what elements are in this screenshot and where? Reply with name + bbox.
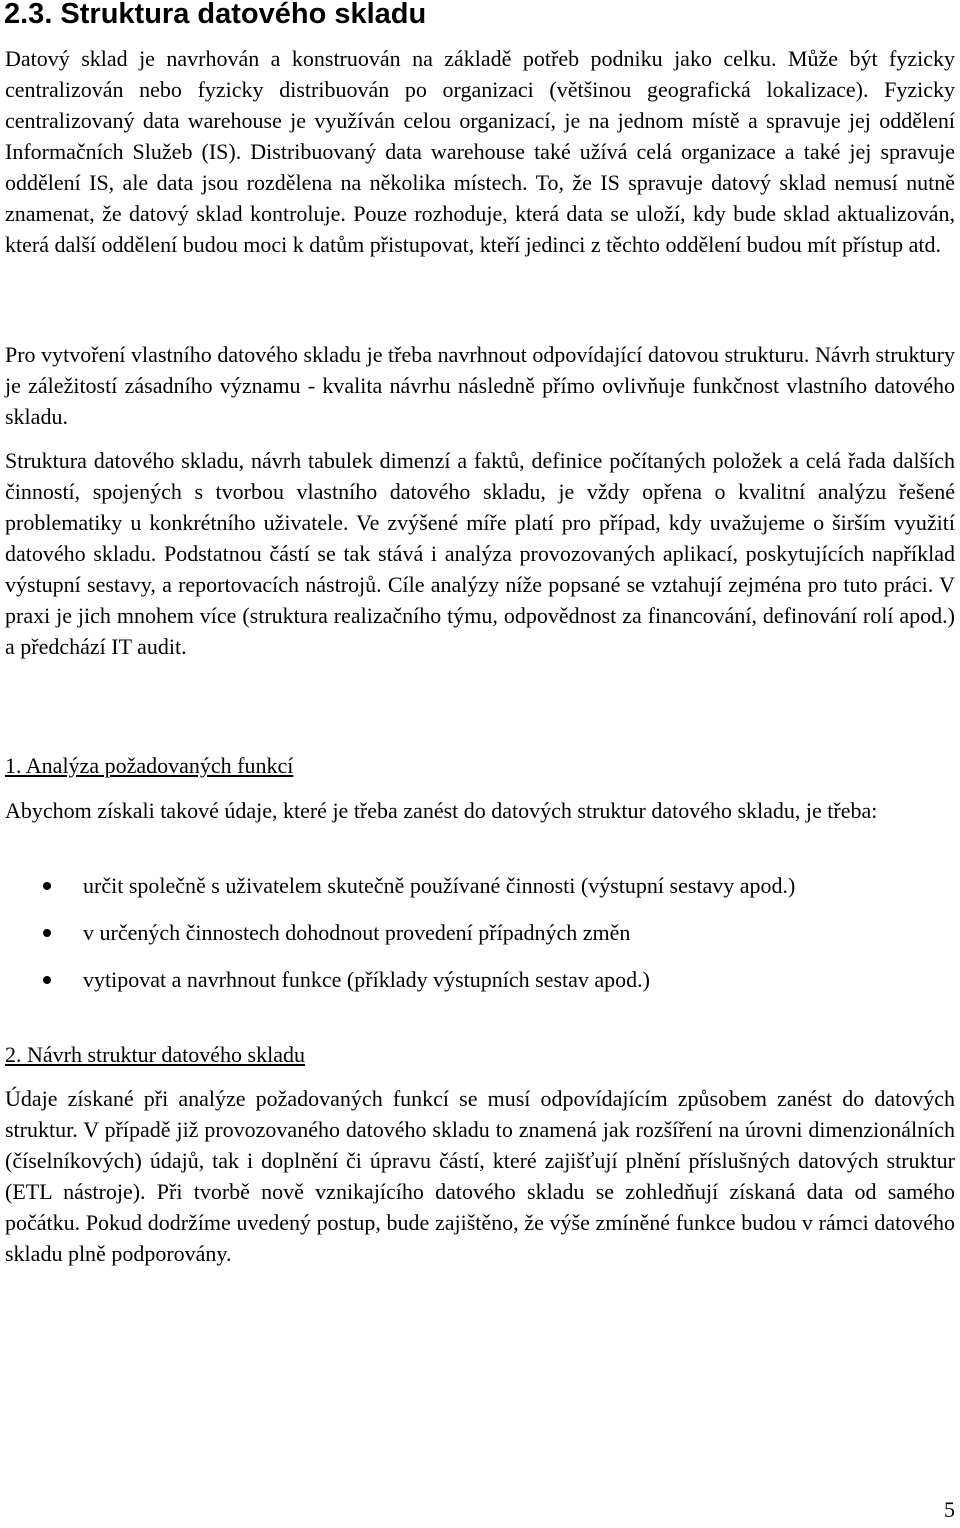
list-item-text: určit společně s uživatelem skutečně používané činnosti (výstupní sestavy apod.) [83, 873, 796, 898]
subsection-2-text: Údaje získané při analýze požadovaných funkcí se musí odpovídajícím způsobem zanést do datových struktur. V případě již provozovaného datového skladu to znamená jak rozšíření na úrovni dimenzionálních (číselníkových) údajů, tak i doplnění či úpravu částí, které zajišťují plnění příslušných datových struktur (ETL nástroje). Při tvorbě nově vznikajícího datového skladu se zohledňují získaná data od samého počátku. Pokud dodržíme uvedený postup, bude zajištěno, že výše zmíněné funkce budou v rámci datového skladu plně podporovány. [5, 1086, 955, 1266]
paragraph-analysis: Struktura datového skladu, návrh tabulek dimenzí a faktů, definice počítaných položek a celá řada dalších činností, spojených s tvorbou vlastního datového skladu, je vždy opřena o kvalitní analýzu řešené problematiky u konkrétního uživatele. Ve zvýšené míře platí pro případ, kdy uvažujeme o širším využití datového skladu. Podstatnou částí se tak stává i analýza provozovaných aplikací, poskytujících například výstupní sestavy, a reportovacích nástrojů. Cíle analýzy níže popsané se vztahují zejména pro tuto práci. V praxi je jich mnohem více (struktura realizačního týmu, odpovědnost za financování, definování rolí apod.) a předchází IT audit. [5, 448, 955, 659]
list-item-text: v určených činnostech dohodnout provedení případných změn [83, 920, 631, 945]
page-number: 5 [944, 1497, 955, 1522]
subsection-1-title: 1. Analýza požadovaných funkcí [5, 753, 294, 778]
bullet-icon [43, 882, 51, 890]
subsection-2-title: 2. Návrh struktur datového skladu [5, 1042, 305, 1067]
paragraph-intro: Datový sklad je navrhován a konstruován na základě potřeb podniku jako celku. Může být fyzicky centralizován nebo fyzicky distribuován po organizaci (většinou geografická lokalizace). Fyzicky centralizovaný data warehouse je využíván celou organizací, je na jednom místě a spravuje jej oddělení Informačních Služeb (IS). Distribuovaný data warehouse také užívá celá organizace a také jej spravuje oddělení IS, ale data jsou rozdělena na několika místech. To, že IS spravuje datový sklad nemusí nutně znamenat, že datový sklad kontroluje. Pouze rozhoduje, která data se uloží, kdy bude sklad aktualizován, která další oddělení budou moci k datům přistupovat, kteří jedinci z těchto oddělení budou mít přístup atd. [5, 46, 955, 257]
list-item-text: vytipovat a navrhnout funkce (příklady výstupních sestav apod.) [83, 967, 650, 992]
section-title: 2.3. Struktura datového skladu [4, 0, 427, 30]
bullet-icon [43, 976, 51, 984]
subsection-1-intro: Abychom získali takové údaje, které je třeba zanést do datových struktur datového skladu, je třeba: [5, 798, 878, 823]
bullet-icon [43, 929, 51, 937]
paragraph-structure: Pro vytvoření vlastního datového skladu je třeba navrhnout odpovídající datovou strukturu. Návrh struktury je záležitostí zásadního významu - kvalita návrhu následně přímo ovlivňuje funkčnost vlastního datového skladu. [5, 342, 955, 429]
